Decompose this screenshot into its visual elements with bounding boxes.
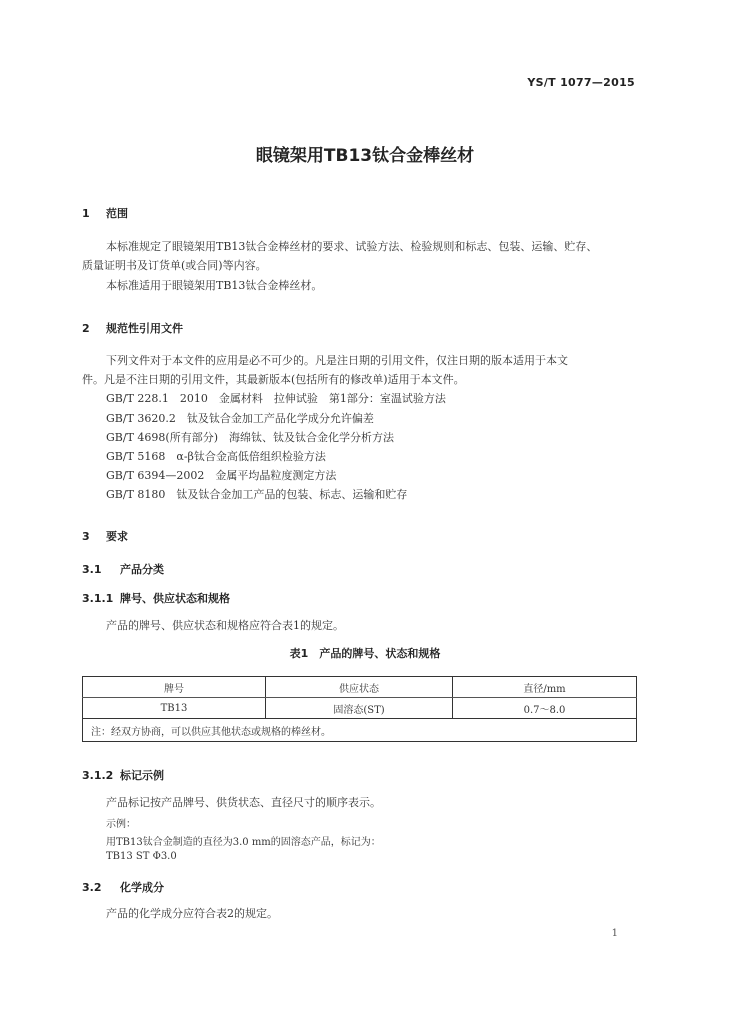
section-heading-3-1 [82,561,164,577]
section-heading-3-1-1 [82,590,230,606]
table-header-row [83,677,637,698]
reference-item: GB/T 4698(所有部分) 海绵钛、钛及钛合金化学分析方法 [106,431,394,444]
table-cell: TB13 [83,698,266,719]
example-label: 示例： [106,819,136,830]
paragraph: 件。凡是不注日期的引用文件，其最新版本(包括所有的修改单)适用于本文件。 [82,373,465,386]
paragraph: 产品的牌号、供应状态和规格应符合表1的规定。 [106,619,344,632]
example-text: 用TB13钛合金制造的直径为3.0 mm的固溶态产品，标记为： [106,837,381,848]
section-heading-2 [82,320,183,336]
reference-item: GB/T 3620.2 钛及钛合金加工产品化学成分允许偏差 [106,412,374,425]
section-number: 2 [82,322,90,335]
document-title: 眼镜架用TB13钛合金棒丝材 [255,146,475,166]
section-title: 要求 [106,530,128,543]
section-number: 3.1.1 [82,592,114,605]
section-number: 3 [82,530,90,543]
section-title: 标记示例 [120,769,164,782]
table-cell: 固溶态(ST) [266,698,453,719]
table-header-cell: 供应状态 [266,677,453,698]
section-heading-3 [82,528,128,544]
section-number: 3.1 [82,563,102,576]
table-cell: 0.7～8.0 [453,698,637,719]
reference-item: GB/T 228.1 2010 金属材料 拉伸试验 第1部分：室温试验方法 [106,392,446,405]
section-title: 范围 [106,207,128,220]
paragraph: 产品的化学成分应符合表2的规定。 [106,907,278,920]
table-header-cell: 牌号 [83,677,266,698]
paragraph: 下列文件对于本文件的应用是必不可少的。凡是注日期的引用文件，仅注日期的版本适用于本文 [106,354,568,367]
standard-number: YS/T 1077—2015 [527,76,635,89]
section-title: 牌号、供应状态和规格 [120,592,230,605]
paragraph: 本标准适用于眼镜架用TB13钛合金棒丝材。 [106,279,323,292]
paragraph: 本标准规定了眼镜架用TB13钛合金棒丝材的要求、试验方法、检验规则和标志、包装、运输、贮存、 [106,240,598,253]
table-note-row [83,719,637,742]
section-heading-1 [82,205,128,221]
table-row [83,698,637,719]
section-number: 3.2 [82,881,102,894]
section-number: 3.1.2 [82,769,114,782]
paragraph: 产品标记按产品牌号、供货状态、直径尺寸的顺序表示。 [106,796,381,809]
section-heading-3-1-2 [82,767,164,783]
page-number: 1 [611,928,618,939]
section-title: 产品分类 [120,563,164,576]
table-1 [82,676,637,742]
section-title: 规范性引用文件 [106,322,183,335]
table-note: 注：经双方协商，可以供应其他状态或规格的棒丝材。 [83,719,637,742]
reference-item: GB/T 6394—2002 金属平均晶粒度测定方法 [106,469,337,482]
table-header-cell: 直径/mm [453,677,637,698]
example-text: TB13 ST Φ3.0 [106,851,177,862]
reference-item: GB/T 8180 钛及钛合金加工产品的包装、标志、运输和贮存 [106,488,408,501]
reference-item: GB/T 5168 α-β钛合金高低倍组织检验方法 [106,450,326,463]
table-caption: 表1 产品的牌号、状态和规格 [289,647,441,660]
section-heading-3-2 [82,879,164,895]
section-title: 化学成分 [120,881,164,894]
paragraph: 质量证明书及订货单(或合同)等内容。 [82,259,267,272]
section-number: 1 [82,207,90,220]
